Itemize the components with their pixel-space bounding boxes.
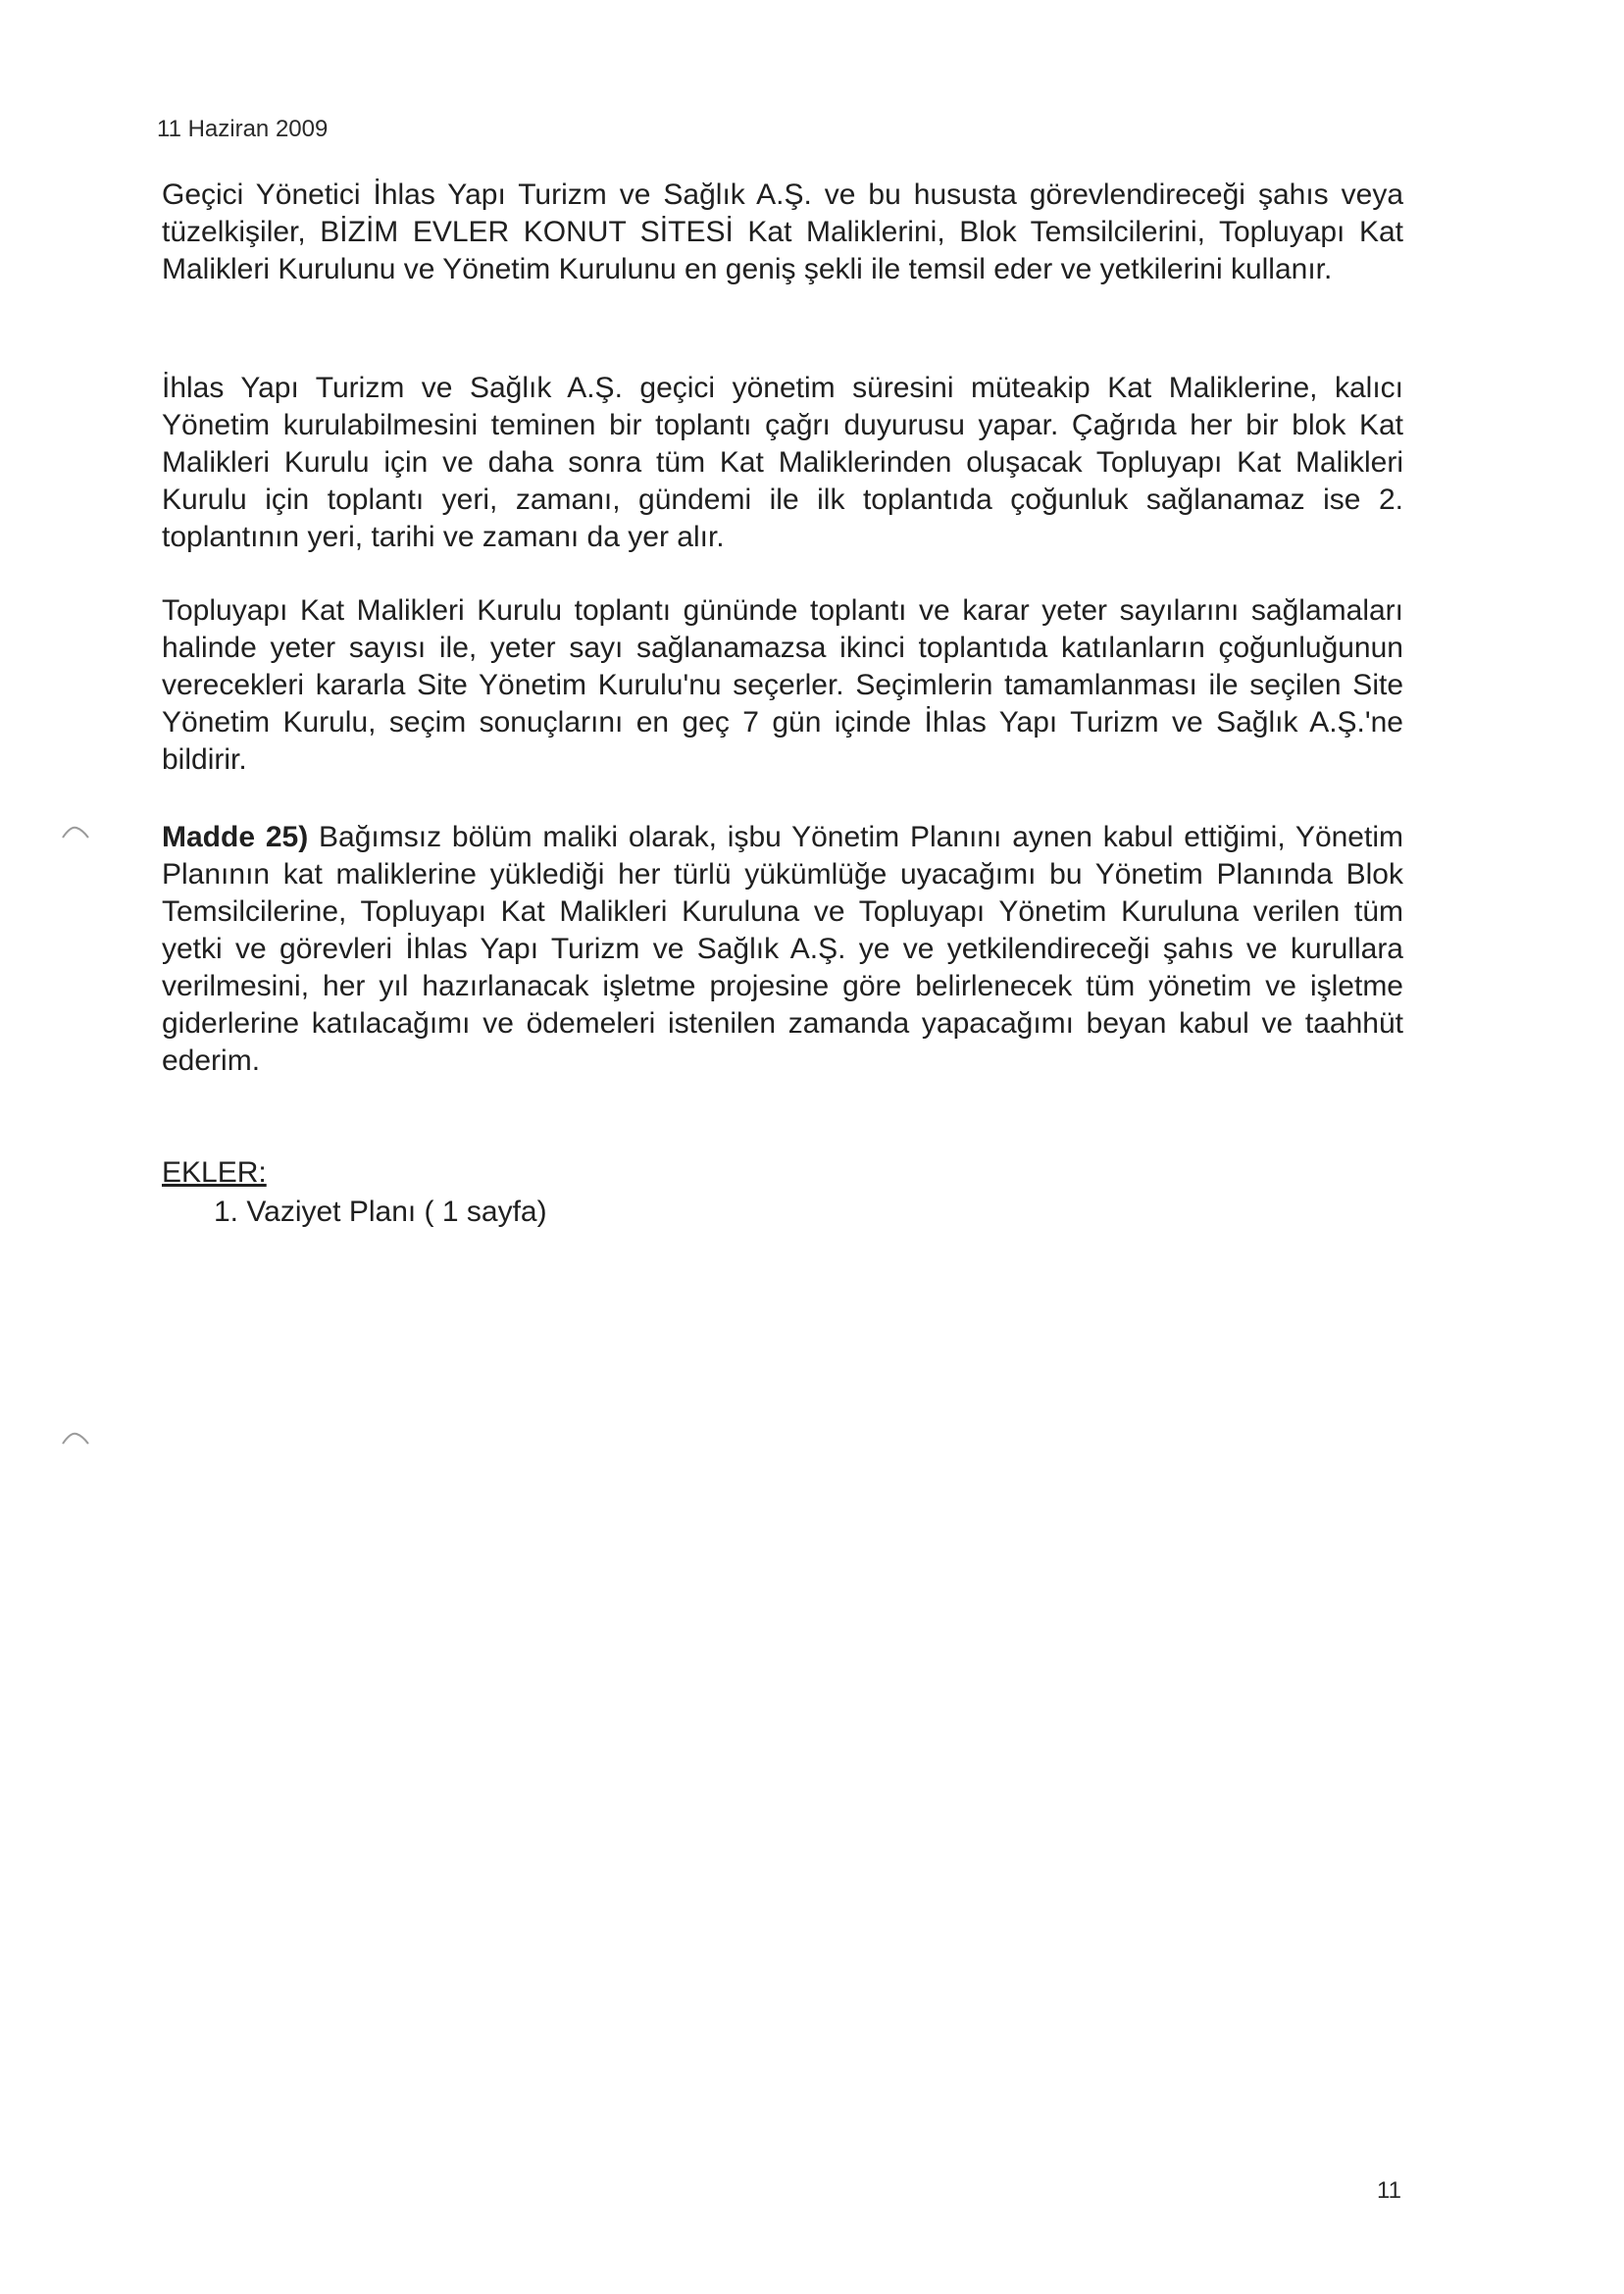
punch-hole-mark bbox=[61, 1430, 90, 1446]
article-label: Madde 25) bbox=[162, 821, 309, 853]
punch-hole-mark bbox=[61, 824, 90, 840]
attachments-heading: EKLER: bbox=[162, 1156, 267, 1189]
paragraph-interim-manager: Geçici Yönetici İhlas Yapı Turizm ve Sağlık A.Ş. ve bu hususta görevlendireceği şahıs veya tüzelkişiler, BİZİM EVLER KONUT SİTESİ Kat Maliklerini, Blok Temsilcilerini, Topluyapı Kat Malikleri Kurulunu ve Yönetim Kurulunu en geniş şekli ile temsil eder ve yetkilerini kullanır. bbox=[162, 178, 1403, 285]
paragraph-meeting-call: İhlas Yapı Turizm ve Sağlık A.Ş. geçici yönetim süresini müteakip Kat Maliklerine, kalıcı Yönetim kurulabilmesini teminen bir toplantı çağrı duyurusu yapar. Çağrıda her bir blok Kat Malikleri Kurulu için ve daha sonra tüm Kat Maliklerinden oluşacak Topluyapı Kat Malikleri Kurulu için toplantı yeri, zamanı, gündemi ile ilk toplantıda çoğunluk sağlanamaz ise 2. toplantının yeri, tarihi ve zamanı da yer alır. bbox=[162, 372, 1403, 553]
paragraph-article-25 bbox=[162, 819, 1403, 1080]
document-date: 11 Haziran 2009 bbox=[157, 116, 329, 142]
page-number: 11 bbox=[1377, 2177, 1401, 2204]
attachment-item: 1. Vaziyet Planı ( 1 sayfa) bbox=[214, 1196, 547, 1228]
paragraph-board-election: Topluyapı Kat Malikleri Kurulu toplantı gününde toplantı ve karar yeter sayılarını sağlamaları halinde yeter sayısı ile, yeter sayı sağlanamazsa ikinci toplantıda katılanların çoğunluğunun verecekleri kararla Site Yönetim Kurulu'nu seçerler. Seçimlerin tamamlanması ile seçilen Site Yönetim Kurulu, seçim sonuçlarını en geç 7 gün içinde İhlas Yapı Turizm ve Sağlık A.Ş.'ne bildirir. bbox=[162, 594, 1403, 776]
article-text: Bağımsız bölüm maliki olarak, işbu Yönetim Planını aynen kabul ettiğimi, Yönetim Planının kat maliklerine yüklediği her türlü yükümlüğe uyacağımı bu Yönetim Planında Blok Temsilcilerine, Topluyapı Kat Malikleri Kuruluna ve Topluyapı Yönetim Kuruluna verilen tüm yetki ve görevleri İhlas Yapı Turizm ve Sağlık A.Ş. ye ve yetkilendireceği şahıs ve kurullara verilmesini, her yıl hazırlanacak işletme projesine göre belirlenecek tüm yönetim ve işletme giderlerine katılacağımı ve ödemeleri istenilen zamanda yapacağımı beyan kabul ve taahhüt ederim. bbox=[162, 821, 1403, 1077]
